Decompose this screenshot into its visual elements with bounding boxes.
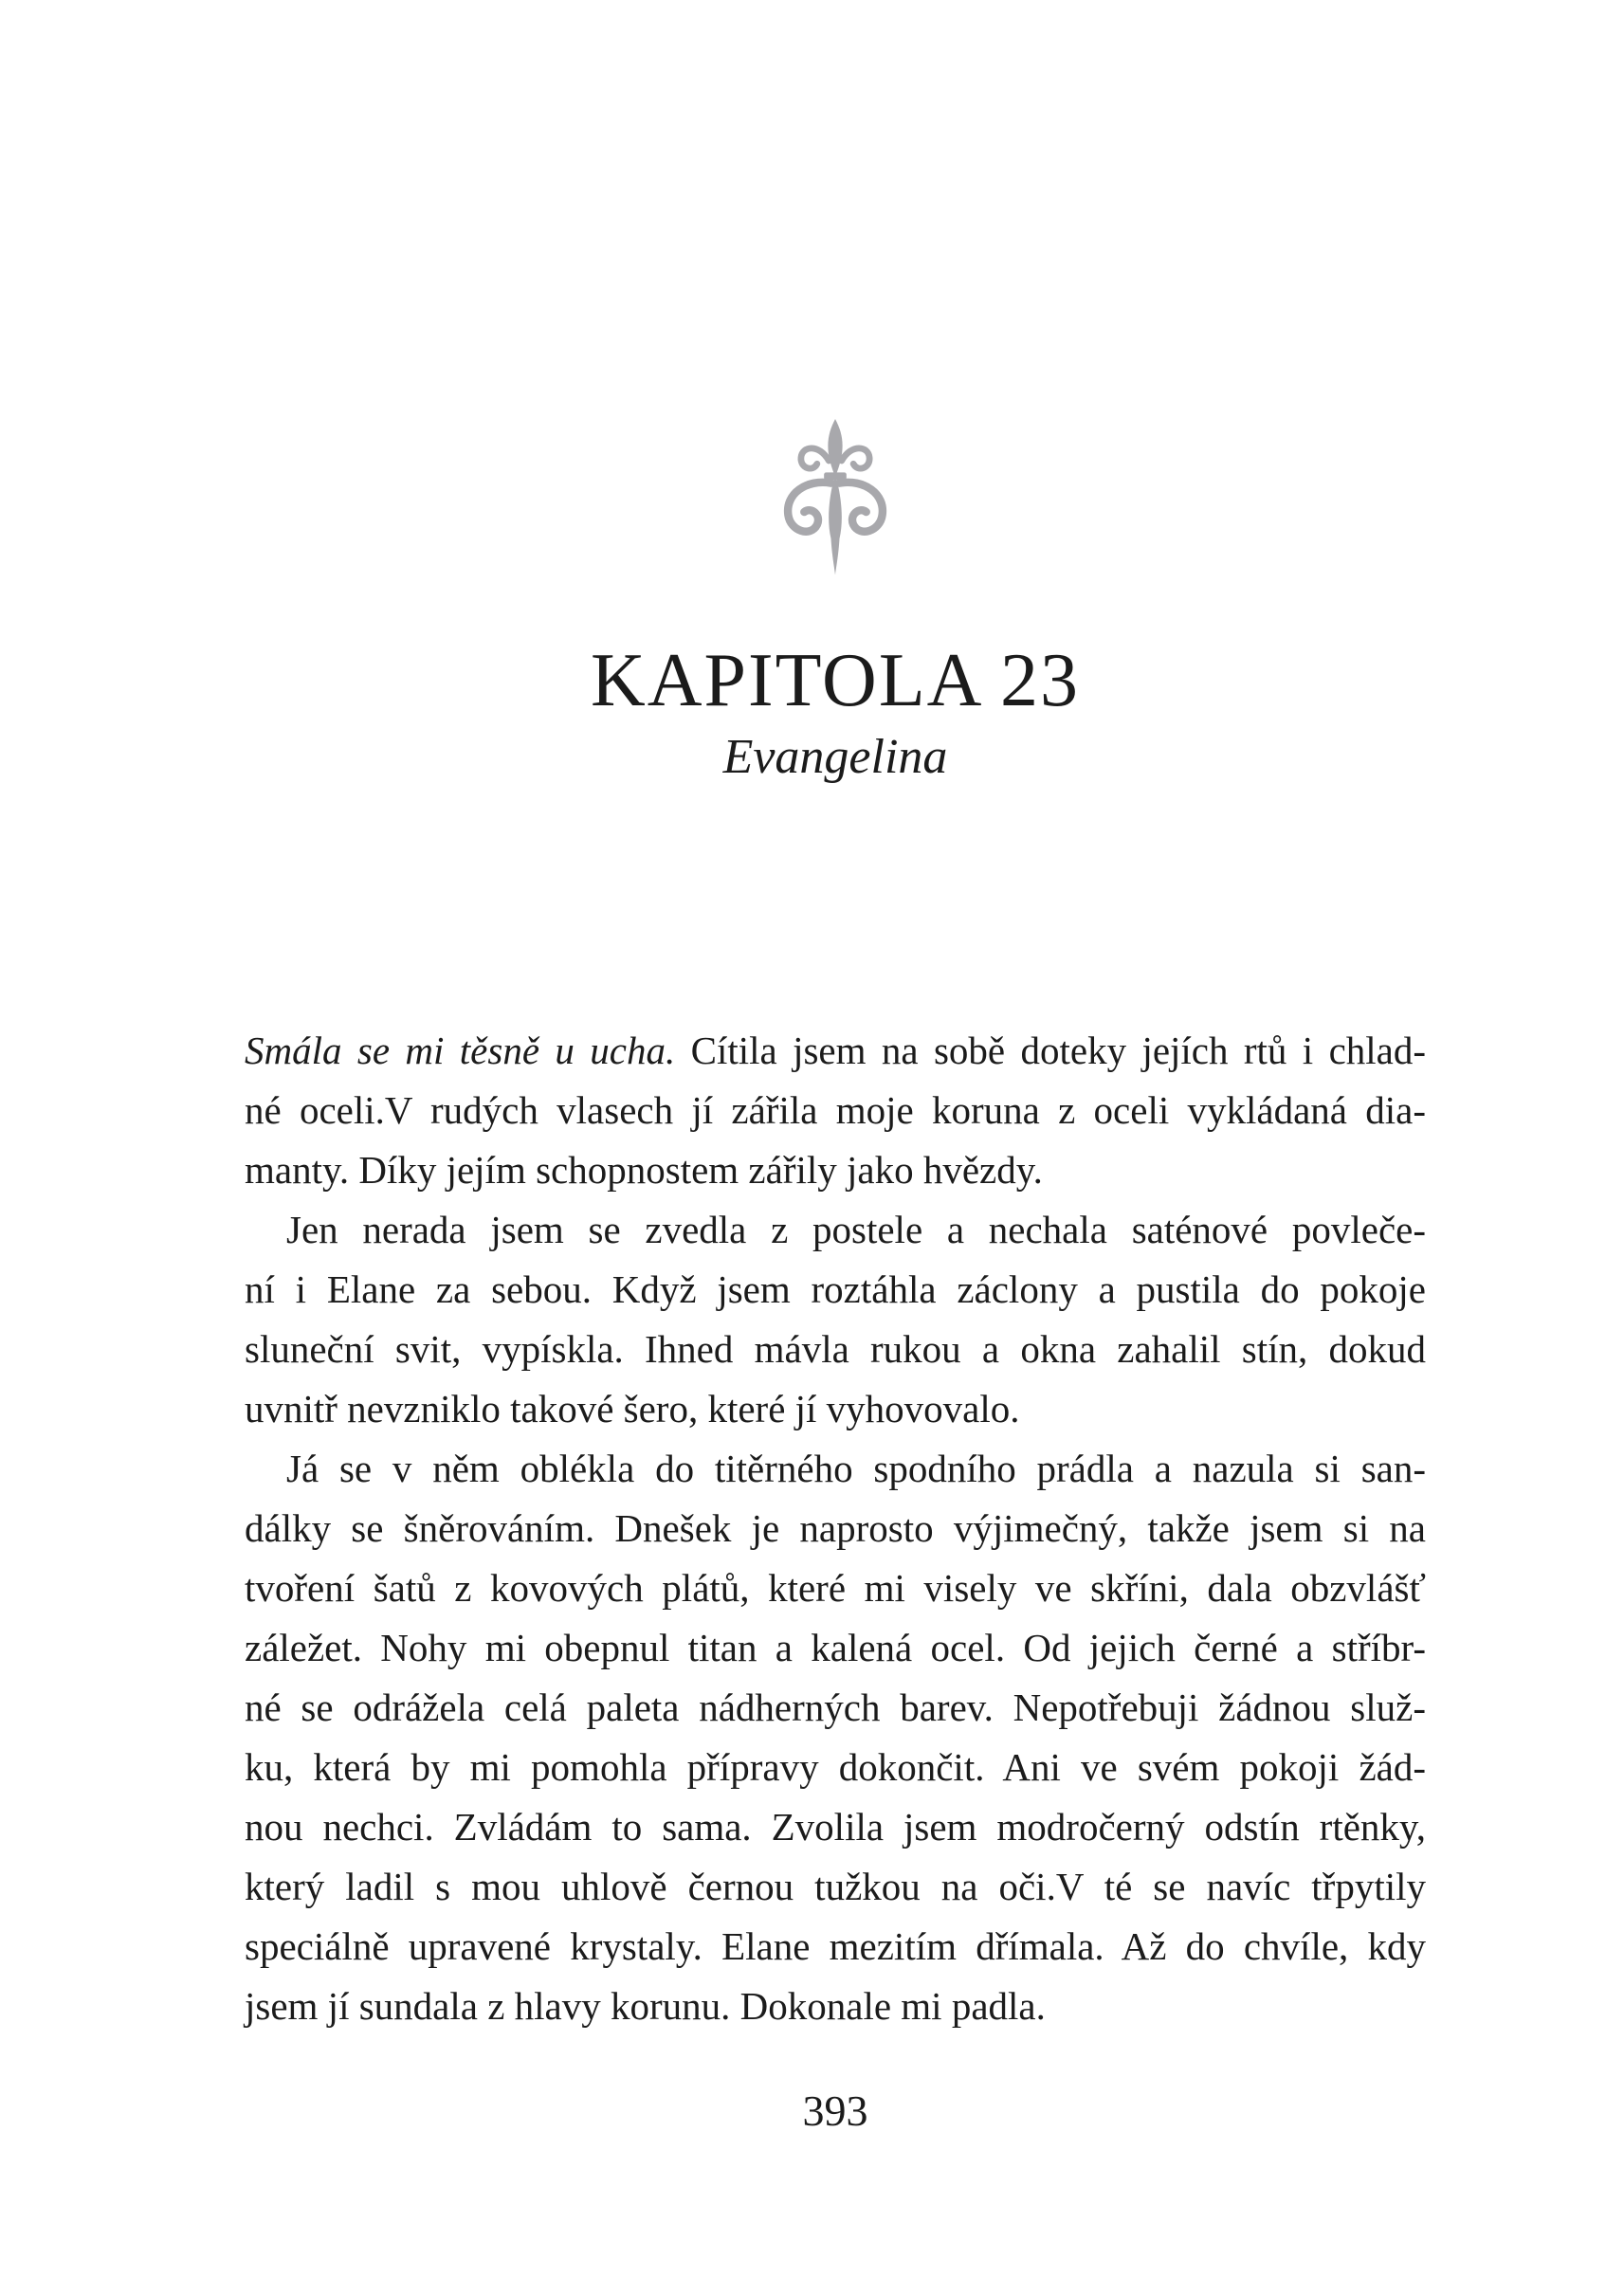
page-number: 393 bbox=[802, 2086, 868, 2135]
text-segment: né se odrážela celá paleta nádherných barev. Nepotřebuji žádnou služ- bbox=[245, 1686, 1426, 1729]
italic-text-segment: Smála se mi těsně u ucha. bbox=[245, 1029, 676, 1072]
fleur-de-lis-icon bbox=[245, 419, 1426, 580]
text-line bbox=[245, 1260, 1426, 1320]
text-segment: Jen nerada jsem se zvedla z postele a nechala saténové povleče- bbox=[286, 1208, 1426, 1251]
paragraph bbox=[245, 1021, 1426, 1200]
text-segment: dálky se šněrováním. Dnešek je naprosto výjimečný, takže jsem si na bbox=[245, 1506, 1426, 1550]
paragraph bbox=[245, 1439, 1426, 2036]
paragraph bbox=[245, 1200, 1426, 1439]
text-line bbox=[245, 1200, 1426, 1260]
text-line bbox=[245, 1977, 1426, 2036]
text-line bbox=[245, 1081, 1426, 1140]
text-segment: manty. Díky jejím schopnostem zářily jako hvězdy. bbox=[245, 1148, 1043, 1192]
text-line bbox=[245, 1618, 1426, 1678]
text-segment: uvnitř nevzniklo takové šero, které jí vyhovovalo. bbox=[245, 1387, 1020, 1430]
text-segment: Já se v něm oblékla do titěrného spodního prádla a nazula si san- bbox=[286, 1447, 1426, 1490]
text-segment: záležet. Nohy mi obepnul titan a kalená ocel. Od jejich černé a stříbr- bbox=[245, 1626, 1426, 1669]
chapter-title: KAPITOLA 23 bbox=[590, 639, 1081, 722]
text-segment: jsem jí sundala z hlavy korunu. Dokonale mi padla. bbox=[245, 1984, 1046, 2028]
text-line bbox=[245, 1320, 1426, 1379]
text-segment: ní i Elane za sebou. Když jsem roztáhla záclony a pustila do pokoje bbox=[245, 1267, 1426, 1311]
text-line bbox=[245, 1499, 1426, 1558]
text-segment: Cítila jsem na sobě doteky jejích rtů i chlad- bbox=[675, 1029, 1427, 1072]
text-segment: který ladil s mou uhlově černou tužkou na oči.V té se navíc třpytily bbox=[245, 1865, 1426, 1908]
text-line bbox=[245, 1558, 1426, 1618]
text-segment: né oceli.V rudých vlasech jí zářila moje koruna z oceli vykládaná dia- bbox=[245, 1088, 1426, 1132]
text-line bbox=[245, 1857, 1426, 1917]
text-segment: speciálně upravené krystaly. Elane mezitím dřímala. Až do chvíle, kdy bbox=[245, 1924, 1426, 1968]
text-line bbox=[245, 1379, 1426, 1439]
text-segment: nou nechci. Zvládám to sama. Zvolila jsem modročerný odstín rtěnky, bbox=[245, 1805, 1426, 1849]
text-line bbox=[245, 1797, 1426, 1857]
book-page-content bbox=[245, 0, 1426, 2133]
text-segment: ku, která by mi pomohla přípravy dokončit. Ani ve svém pokoji žád- bbox=[245, 1745, 1426, 1789]
chapter-subtitle: Evangelina bbox=[722, 730, 948, 784]
text-line bbox=[245, 1917, 1426, 1977]
text-segment: tvoření šatů z kovových plátů, které mi visely ve skříni, dala obzvlášť bbox=[245, 1566, 1426, 1610]
body-text bbox=[245, 1021, 1426, 2036]
text-line bbox=[245, 1021, 1426, 1081]
text-segment: sluneční svit, vypískla. Ihned mávla rukou a okna zahalil stín, dokud bbox=[245, 1327, 1426, 1371]
text-line bbox=[245, 1140, 1426, 1200]
text-line bbox=[245, 1738, 1426, 1797]
text-line bbox=[245, 1439, 1426, 1499]
text-line bbox=[245, 1678, 1426, 1738]
